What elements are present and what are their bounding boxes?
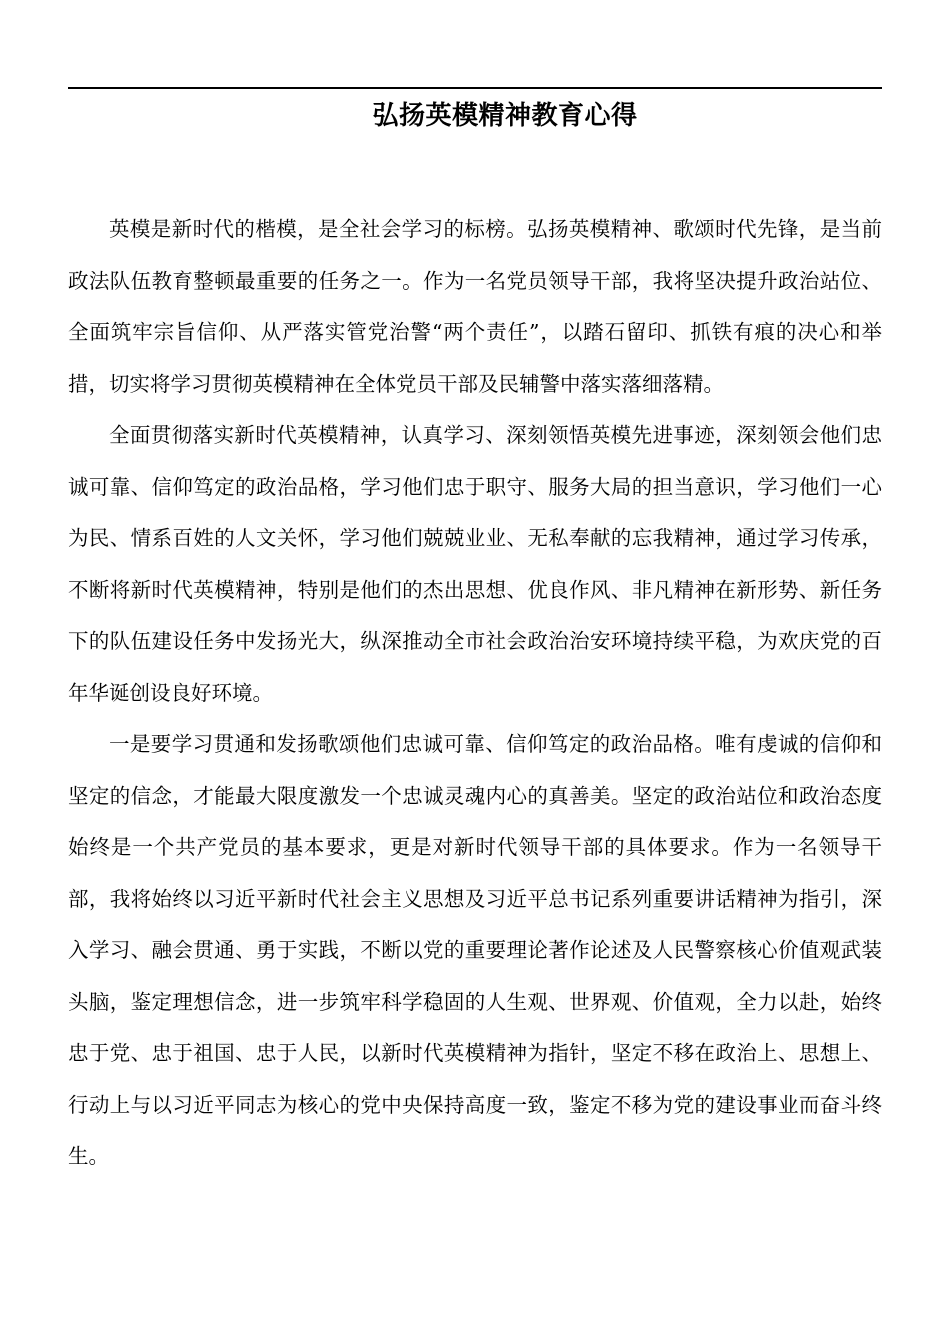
paragraph-1: 英模是新时代的楷模，是全社会学习的标榜。弘扬英模精神、歌颂时代先锋，是当前政法队伍教育整顿最重要的任务之一。作为一名党员领导干部，我将坚决提升政治站位、全面筑牢宗旨信仰、从严落实管党治警“两个责任”，以踏石留印、抓铁有痕的决心和举措，切实将学习贯彻英模精神在全体党员干部及民辅警中落实落细落精。: [68, 217, 882, 396]
header-rule: [68, 87, 882, 89]
paragraph-3: 一是要学习贯通和发扬歌颂他们忠诚可靠、信仰笃定的政治品格。唯有虔诚的信仰和坚定的信念，才能最大限度激发一个忠诚灵魂内心的真善美。坚定的政治站位和政治态度始终是一个共产党员的基本要求，更是对新时代领导干部的具体要求。作为一名领导干部，我将始终以习近平新时代社会主义思想及习近平总书记系列重要讲话精神为指引，深入学习、融会贯通、勇于实践，不断以党的重要理论著作论述及人民警察核心价值观武装头脑，鉴定理想信念，进一步筑牢科学稳固的人生观、世界观、价值观，全力以赴，始终忠于党、忠于祖国、忠于人民，以新时代英模精神为指针，坚定不移在政治上、思想上、行动上与以习近平同志为核心的党中央保持高度一致，鉴定不移为党的建设事业而奋斗终生。: [68, 732, 882, 1168]
paragraph-2: 全面贯彻落实新时代英模精神，认真学习、深刻领悟英模先进事迹，深刻领会他们忠诚可靠、信仰笃定的政治品格，学习他们忠于职守、服务大局的担当意识，学习他们一心为民、情系百姓的人文关怀，学习他们兢兢业业、无私奉献的忘我精神，通过学习传承，不断将新时代英模精神，特别是他们的杰出思想、优良作风、非凡精神在新形势、新任务下的队伍建设任务中发扬光大，纵深推动全市社会政治治安环境持续平稳，为欢庆党的百年华诞创设良好环境。: [68, 423, 882, 705]
document-body: [68, 204, 882, 1183]
document-title: 弘扬英模精神教育心得: [372, 101, 638, 131]
